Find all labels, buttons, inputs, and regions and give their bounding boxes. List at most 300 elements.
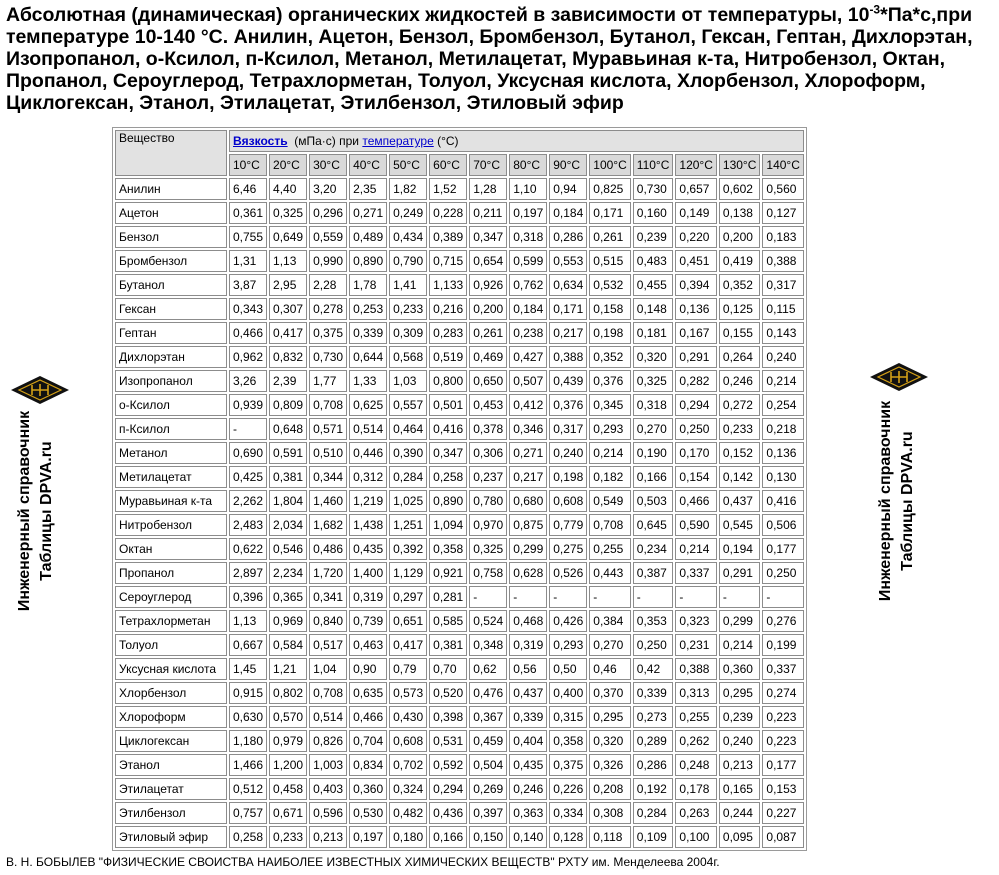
- temperature-link[interactable]: температуре: [362, 134, 434, 148]
- viscosity-value-cell: 0,506: [762, 514, 804, 536]
- substance-name-cell: Дихлорэтан: [115, 346, 227, 368]
- viscosity-value-cell: 0,295: [589, 706, 631, 728]
- viscosity-value-cell: 0,140: [509, 826, 547, 848]
- viscosity-value-cell: 0,177: [762, 754, 804, 776]
- viscosity-value-cell: 0,649: [269, 226, 307, 248]
- viscosity-value-cell: -: [589, 586, 631, 608]
- viscosity-value-cell: 0,261: [469, 322, 507, 344]
- viscosity-value-cell: 1,251: [389, 514, 427, 536]
- viscosity-value-cell: 0,388: [675, 658, 717, 680]
- substance-name-cell: Изопропанол: [115, 370, 227, 392]
- viscosity-value-cell: 0,510: [309, 442, 347, 464]
- viscosity-value-cell: 1,133: [429, 274, 467, 296]
- viscosity-value-cell: 0,476: [469, 682, 507, 704]
- viscosity-value-cell: 0,227: [762, 802, 804, 824]
- viscosity-value-cell: 0,344: [309, 466, 347, 488]
- viscosity-value-cell: 0,248: [675, 754, 717, 776]
- viscosity-value-cell: 0,635: [349, 682, 387, 704]
- viscosity-value-cell: 1,720: [309, 562, 347, 584]
- viscosity-value-cell: 0,317: [549, 418, 587, 440]
- viscosity-value-cell: 0,417: [269, 322, 307, 344]
- viscosity-value-cell: 0,571: [309, 418, 347, 440]
- viscosity-value-cell: 0,255: [589, 538, 631, 560]
- viscosity-value-cell: 0,312: [349, 466, 387, 488]
- viscosity-value-cell: 2,034: [269, 514, 307, 536]
- viscosity-value-cell: 0,214: [589, 442, 631, 464]
- viscosity-value-cell: 0,348: [469, 634, 507, 656]
- viscosity-value-cell: 0,568: [389, 346, 427, 368]
- viscosity-value-cell: 0,293: [589, 418, 631, 440]
- viscosity-value-cell: 0,250: [762, 562, 804, 584]
- temperature-header-cell: 100°C: [589, 154, 631, 176]
- source-footer: В. Н. БОБЫЛЕВ "ФИЗИЧЕСКИЕ СВОИСТВА НАИБОЛЕЕ ИЗВЕСТНЫХ ХИМИЧЕСКИХ ВЕЩЕСТВ" РХТУ им. Менделеева 2004г.: [6, 855, 720, 869]
- viscosity-value-cell: 0,317: [762, 274, 804, 296]
- viscosity-value-cell: 0,739: [349, 610, 387, 632]
- viscosity-value-cell: 2,39: [269, 370, 307, 392]
- viscosity-value-cell: 0,250: [633, 634, 674, 656]
- viscosity-value-cell: 0,299: [509, 538, 547, 560]
- viscosity-value-cell: 0,325: [469, 538, 507, 560]
- viscosity-value-cell: -: [675, 586, 717, 608]
- viscosity-value-cell: 0,590: [675, 514, 717, 536]
- viscosity-value-cell: 0,197: [349, 826, 387, 848]
- viscosity-value-cell: 0,628: [509, 562, 547, 584]
- viscosity-value-cell: 0,466: [349, 706, 387, 728]
- substance-name-cell: Гептан: [115, 322, 227, 344]
- viscosity-value-cell: 0,240: [549, 442, 587, 464]
- viscosity-value-cell: 0,223: [762, 706, 804, 728]
- viscosity-value-cell: 0,214: [719, 634, 761, 656]
- viscosity-value-cell: 0,455: [633, 274, 674, 296]
- viscosity-value-cell: 0,514: [309, 706, 347, 728]
- viscosity-value-cell: 0,220: [675, 226, 717, 248]
- substance-name-cell: Октан: [115, 538, 227, 560]
- viscosity-value-cell: 0,237: [469, 466, 507, 488]
- viscosity-value-cell: 0,671: [269, 802, 307, 824]
- viscosity-value-cell: 0,584: [269, 634, 307, 656]
- viscosity-value-cell: 0,384: [589, 610, 631, 632]
- viscosity-value-cell: 0,358: [549, 730, 587, 752]
- viscosity-value-cell: 0,318: [509, 226, 547, 248]
- viscosity-value-cell: 0,396: [229, 586, 267, 608]
- viscosity-value-cell: 0,832: [269, 346, 307, 368]
- temperature-header-cell: 20°C: [269, 154, 307, 176]
- viscosity-value-cell: 0,430: [389, 706, 427, 728]
- viscosity-value-cell: 0,779: [549, 514, 587, 536]
- viscosity-value-cell: 0,503: [633, 490, 674, 512]
- temperature-header-cell: 80°C: [509, 154, 547, 176]
- title-exponent: -3: [869, 2, 881, 17]
- viscosity-value-cell: -: [633, 586, 674, 608]
- table-row: [115, 394, 804, 416]
- viscosity-value-cell: 0,463: [349, 634, 387, 656]
- viscosity-value-cell: 0,283: [429, 322, 467, 344]
- table-row: [115, 826, 804, 848]
- table-row: [115, 610, 804, 632]
- viscosity-value-cell: -: [719, 586, 761, 608]
- substance-name-cell: Этанол: [115, 754, 227, 776]
- table-row: [115, 562, 804, 584]
- viscosity-value-cell: 0,757: [229, 802, 267, 824]
- viscosity-value-cell: 1,31: [229, 250, 267, 272]
- viscosity-value-cell: 0,337: [762, 658, 804, 680]
- temperature-header-cell: 70°C: [469, 154, 507, 176]
- viscosity-value-cell: 0,270: [589, 634, 631, 656]
- viscosity-value-cell: 0,294: [675, 394, 717, 416]
- viscosity-value-cell: 0,435: [509, 754, 547, 776]
- viscosity-value-cell: 0,095: [719, 826, 761, 848]
- temperature-header-cell: 140°C: [762, 154, 804, 176]
- viscosity-value-cell: -: [469, 586, 507, 608]
- viscosity-value-cell: 0,400: [549, 682, 587, 704]
- viscosity-value-cell: 0,360: [719, 658, 761, 680]
- substance-name-cell: Метанол: [115, 442, 227, 464]
- viscosity-value-cell: 0,825: [589, 178, 631, 200]
- viscosity-value-cell: 0,295: [719, 682, 761, 704]
- viscosity-value-cell: 0,376: [589, 370, 631, 392]
- viscosity-value-cell: 0,339: [509, 706, 547, 728]
- viscosity-value-cell: 0,177: [762, 538, 804, 560]
- viscosity-value-cell: 0,592: [429, 754, 467, 776]
- viscosity-value-cell: 0,211: [469, 202, 507, 224]
- viscosity-value-cell: 0,170: [675, 442, 717, 464]
- viscosity-value-cell: 0,702: [389, 754, 427, 776]
- viscosity-value-cell: 0,190: [633, 442, 674, 464]
- viscosity-value-cell: 0,489: [349, 226, 387, 248]
- viscosity-value-cell: 0,341: [309, 586, 347, 608]
- viscosity-value-cell: 3,87: [229, 274, 267, 296]
- viscosity-value-cell: 1,78: [349, 274, 387, 296]
- viscosity-value-cell: 0,273: [633, 706, 674, 728]
- viscosity-value-cell: 0,234: [633, 538, 674, 560]
- viscosity-value-cell: 0,142: [719, 466, 761, 488]
- substance-name-cell: Бензол: [115, 226, 227, 248]
- viscosity-value-cell: 0,419: [719, 250, 761, 272]
- viscosity-value-cell: 0,358: [429, 538, 467, 560]
- viscosity-value-cell: 1,45: [229, 658, 267, 680]
- viscosity-value-cell: 0,352: [719, 274, 761, 296]
- viscosity-value-cell: 0,367: [469, 706, 507, 728]
- viscosity-value-cell: 0,645: [633, 514, 674, 536]
- viscosity-value-cell: 0,466: [675, 490, 717, 512]
- viscosity-value-cell: 0,730: [633, 178, 674, 200]
- viscosity-value-cell: 0,347: [469, 226, 507, 248]
- viscosity-value-cell: 0,416: [762, 490, 804, 512]
- substance-name-cell: Циклогексан: [115, 730, 227, 752]
- viscosity-value-cell: 0,171: [549, 298, 587, 320]
- viscosity-value-cell: 0,62: [469, 658, 507, 680]
- viscosity-value-cell: 0,375: [309, 322, 347, 344]
- substance-name-cell: Этилбензол: [115, 802, 227, 824]
- viscosity-value-cell: 2,262: [229, 490, 267, 512]
- viscosity-value-cell: 0,939: [229, 394, 267, 416]
- viscosity-value-cell: 1,52: [429, 178, 467, 200]
- viscosity-value-cell: 0,275: [549, 538, 587, 560]
- side-label-left: [14, 391, 66, 631]
- viscosity-value-cell: 0,439: [549, 370, 587, 392]
- viscosity-value-cell: 0,286: [633, 754, 674, 776]
- viscosity-value-cell: 0,158: [589, 298, 631, 320]
- substance-name-cell: Ацетон: [115, 202, 227, 224]
- viscosity-value-cell: 0,962: [229, 346, 267, 368]
- viscosity-value-cell: 0,217: [509, 466, 547, 488]
- substance-name-cell: Хлорбензол: [115, 682, 227, 704]
- viscosity-value-cell: 1,82: [389, 178, 427, 200]
- viscosity-value-cell: 1,003: [309, 754, 347, 776]
- viscosity-value-cell: 0,625: [349, 394, 387, 416]
- viscosity-value-cell: 1,400: [349, 562, 387, 584]
- side-label-left-line-2: Таблицы DPVA.ru: [38, 441, 55, 581]
- viscosity-value-cell: 1,77: [309, 370, 347, 392]
- viscosity-value-cell: 0,466: [229, 322, 267, 344]
- viscosity-value-cell: 0,446: [349, 442, 387, 464]
- viscosity-value-cell: 0,154: [675, 466, 717, 488]
- viscosity-value-cell: 4,40: [269, 178, 307, 200]
- viscosity-value-cell: 0,79: [389, 658, 427, 680]
- substance-name-cell: Муравьиная к-та: [115, 490, 227, 512]
- viscosity-value-cell: 3,26: [229, 370, 267, 392]
- substance-name-cell: Тетрахлорметан: [115, 610, 227, 632]
- viscosity-value-cell: 2,897: [229, 562, 267, 584]
- viscosity-value-cell: 0,762: [509, 274, 547, 296]
- page-title: [6, 4, 991, 114]
- viscosity-value-cell: 0,213: [309, 826, 347, 848]
- viscosity-value-cell: -: [229, 418, 267, 440]
- viscosity-value-cell: 2,28: [309, 274, 347, 296]
- viscosity-value-cell: 0,648: [269, 418, 307, 440]
- viscosity-value-cell: 0,231: [675, 634, 717, 656]
- viscosity-value-cell: 0,345: [589, 394, 631, 416]
- viscosity-value-cell: 1,438: [349, 514, 387, 536]
- viscosity-value-cell: 0,125: [719, 298, 761, 320]
- viscosity-value-cell: 0,546: [269, 538, 307, 560]
- viscosity-value-cell: 0,258: [429, 466, 467, 488]
- viscosity-link[interactable]: Вязкость: [233, 134, 288, 148]
- table-row: [115, 178, 804, 200]
- viscosity-value-cell: 1,33: [349, 370, 387, 392]
- viscosity-value-cell: 0,136: [762, 442, 804, 464]
- table-row: [115, 682, 804, 704]
- viscosity-value-cell: 0,214: [762, 370, 804, 392]
- viscosity-value-cell: 0,834: [349, 754, 387, 776]
- viscosity-value-cell: 0,178: [675, 778, 717, 800]
- viscosity-value-cell: 0,388: [762, 250, 804, 272]
- table-header-row: [115, 130, 804, 152]
- viscosity-value-cell: 0,281: [429, 586, 467, 608]
- viscosity-value-cell: 0,218: [762, 418, 804, 440]
- viscosity-value-cell: 1,094: [429, 514, 467, 536]
- viscosity-value-cell: 0,253: [349, 298, 387, 320]
- substance-name-cell: о-Ксилол: [115, 394, 227, 416]
- viscosity-value-cell: 0,715: [429, 250, 467, 272]
- table-row: [115, 466, 804, 488]
- viscosity-value-cell: 0,451: [675, 250, 717, 272]
- viscosity-value-cell: 0,347: [429, 442, 467, 464]
- viscosity-value-cell: 0,381: [429, 634, 467, 656]
- substance-name-cell: Бромбензол: [115, 250, 227, 272]
- viscosity-value-cell: 0,264: [719, 346, 761, 368]
- viscosity-value-cell: 0,148: [633, 298, 674, 320]
- viscosity-value-cell: 0,412: [509, 394, 547, 416]
- viscosity-value-cell: 0,160: [633, 202, 674, 224]
- viscosity-value-cell: 0,644: [349, 346, 387, 368]
- table-row: [115, 490, 804, 512]
- viscosity-value-cell: 0,553: [549, 250, 587, 272]
- substance-name-cell: Сероуглерод: [115, 586, 227, 608]
- table-row: [115, 418, 804, 440]
- viscosity-value-cell: 0,591: [269, 442, 307, 464]
- viscosity-value-cell: 1,13: [269, 250, 307, 272]
- temperature-header-cell: 10°C: [229, 154, 267, 176]
- viscosity-value-cell: 0,192: [633, 778, 674, 800]
- viscosity-value-cell: 0,486: [309, 538, 347, 560]
- viscosity-value-cell: 0,216: [429, 298, 467, 320]
- viscosity-value-cell: 0,200: [719, 226, 761, 248]
- viscosity-value-cell: 0,282: [675, 370, 717, 392]
- viscosity-value-cell: 0,365: [269, 586, 307, 608]
- viscosity-value-cell: 0,585: [429, 610, 467, 632]
- viscosity-value-cell: 0,155: [719, 322, 761, 344]
- substance-name-cell: Метилацетат: [115, 466, 227, 488]
- viscosity-value-cell: 0,599: [509, 250, 547, 272]
- viscosity-value-cell: 0,353: [633, 610, 674, 632]
- viscosity-value-cell: 0,263: [675, 802, 717, 824]
- viscosity-value-cell: 0,404: [509, 730, 547, 752]
- viscosity-value-cell: 0,254: [762, 394, 804, 416]
- viscosity-value-cell: 0,184: [509, 298, 547, 320]
- table-row: [115, 442, 804, 464]
- viscosity-value-cell: 0,271: [349, 202, 387, 224]
- viscosity-table-container: [112, 127, 807, 851]
- viscosity-value-cell: 1,41: [389, 274, 427, 296]
- substance-name-cell: Гексан: [115, 298, 227, 320]
- viscosity-value-cell: 0,269: [469, 778, 507, 800]
- viscosity-value-cell: 0,320: [589, 730, 631, 752]
- viscosity-value-cell: 0,526: [549, 562, 587, 584]
- viscosity-value-cell: 0,313: [675, 682, 717, 704]
- viscosity-value-cell: 0,403: [309, 778, 347, 800]
- viscosity-value-cell: 0,249: [389, 202, 427, 224]
- viscosity-value-cell: 0,573: [389, 682, 427, 704]
- viscosity-value-cell: 0,56: [509, 658, 547, 680]
- viscosity-value-cell: 0,469: [469, 346, 507, 368]
- viscosity-value-cell: 1,460: [309, 490, 347, 512]
- substance-name-cell: Бутанол: [115, 274, 227, 296]
- viscosity-value-cell: 0,459: [469, 730, 507, 752]
- viscosity-value-cell: 0,532: [589, 274, 631, 296]
- viscosity-value-cell: 0,197: [509, 202, 547, 224]
- viscosity-value-cell: 0,634: [549, 274, 587, 296]
- viscosity-value-cell: 3,20: [309, 178, 347, 200]
- viscosity-value-cell: 0,127: [762, 202, 804, 224]
- viscosity-value-cell: 0,387: [633, 562, 674, 584]
- viscosity-value-cell: 0,297: [389, 586, 427, 608]
- viscosity-value-cell: 0,90: [349, 658, 387, 680]
- viscosity-value-cell: 0,293: [549, 634, 587, 656]
- substance-name-cell: Пропанол: [115, 562, 227, 584]
- viscosity-value-cell: 1,28: [469, 178, 507, 200]
- substance-name-cell: Этиловый эфир: [115, 826, 227, 848]
- viscosity-value-cell: 2,234: [269, 562, 307, 584]
- table-row: [115, 274, 804, 296]
- viscosity-value-cell: 0,152: [719, 442, 761, 464]
- viscosity-value-cell: 0,213: [719, 754, 761, 776]
- viscosity-value-cell: 0,436: [429, 802, 467, 824]
- viscosity-value-cell: 0,530: [349, 802, 387, 824]
- viscosity-table: [112, 127, 807, 851]
- viscosity-value-cell: 0,425: [229, 466, 267, 488]
- viscosity-value-cell: 0,180: [389, 826, 427, 848]
- viscosity-value-cell: 0,388: [549, 346, 587, 368]
- viscosity-value-cell: 0,286: [549, 226, 587, 248]
- viscosity-value-cell: 0,165: [719, 778, 761, 800]
- viscosity-value-cell: 2,35: [349, 178, 387, 200]
- viscosity-value-cell: 0,46: [589, 658, 631, 680]
- viscosity-value-cell: 0,130: [762, 466, 804, 488]
- viscosity-value-cell: 0,326: [589, 754, 631, 776]
- viscosity-value-cell: 0,483: [633, 250, 674, 272]
- viscosity-value-cell: 0,514: [349, 418, 387, 440]
- viscosity-value-cell: 0,560: [762, 178, 804, 200]
- table-row: [115, 778, 804, 800]
- table-row: [115, 202, 804, 224]
- viscosity-value-cell: 0,926: [469, 274, 507, 296]
- viscosity-value-cell: 0,512: [229, 778, 267, 800]
- viscosity-value-cell: 0,166: [633, 466, 674, 488]
- viscosity-value-cell: 1,200: [269, 754, 307, 776]
- substance-name-cell: Хлороформ: [115, 706, 227, 728]
- viscosity-value-cell: 0,320: [633, 346, 674, 368]
- viscosity-value-cell: 0,650: [469, 370, 507, 392]
- viscosity-value-cell: 0,654: [469, 250, 507, 272]
- viscosity-value-cell: 1,129: [389, 562, 427, 584]
- viscosity-value-cell: 0,755: [229, 226, 267, 248]
- viscosity-value-cell: 0,94: [549, 178, 587, 200]
- substance-name-cell: п-Ксилол: [115, 418, 227, 440]
- viscosity-value-cell: 0,915: [229, 682, 267, 704]
- table-row: [115, 730, 804, 752]
- viscosity-value-cell: 0,800: [429, 370, 467, 392]
- viscosity-value-cell: 0,217: [549, 322, 587, 344]
- viscosity-value-cell: 0,325: [269, 202, 307, 224]
- substance-column-header: Вещество: [115, 130, 227, 176]
- viscosity-value-cell: 0,244: [719, 802, 761, 824]
- viscosity-value-cell: 0,250: [675, 418, 717, 440]
- viscosity-value-cell: 0,184: [549, 202, 587, 224]
- viscosity-value-cell: 0,840: [309, 610, 347, 632]
- viscosity-value-cell: 0,271: [509, 442, 547, 464]
- viscosity-value-cell: 0,296: [309, 202, 347, 224]
- table-row: [115, 634, 804, 656]
- viscosity-value-cell: 0,100: [675, 826, 717, 848]
- viscosity-value-cell: 0,361: [229, 202, 267, 224]
- viscosity-value-cell: 0,360: [349, 778, 387, 800]
- viscosity-value-cell: 0,278: [309, 298, 347, 320]
- viscosity-value-cell: 0,608: [389, 730, 427, 752]
- viscosity-value-cell: 0,198: [589, 322, 631, 344]
- viscosity-value-cell: 0,790: [389, 250, 427, 272]
- viscosity-value-cell: 0,339: [633, 682, 674, 704]
- viscosity-value-cell: 0,109: [633, 826, 674, 848]
- viscosity-value-cell: 0,214: [675, 538, 717, 560]
- viscosity-value-cell: 0,531: [429, 730, 467, 752]
- viscosity-value-cell: 0,389: [429, 226, 467, 248]
- viscosity-value-cell: 0,802: [269, 682, 307, 704]
- viscosity-value-cell: 0,970: [469, 514, 507, 536]
- viscosity-value-cell: 0,453: [469, 394, 507, 416]
- substance-name-cell: Толуол: [115, 634, 227, 656]
- viscosity-value-cell: -: [762, 586, 804, 608]
